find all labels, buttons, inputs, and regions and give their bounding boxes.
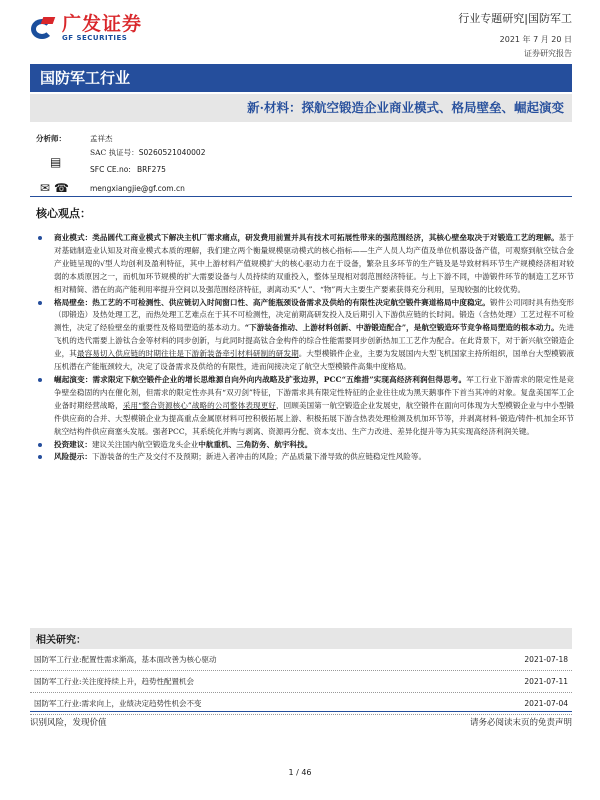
- brand-name-en: GF SECURITIES: [62, 34, 128, 42]
- related-item-date: 2021-07-18: [524, 655, 568, 664]
- related-item-title[interactable]: 国防军工行业:需求向上，业绩决定趋势性机会不变: [34, 699, 202, 708]
- bullet-body-3: 。大型模锻件企业，主要为发展国内大型飞机国家主持所组织，国单台大型模锻液压机潜在产能瓶颈较大，决定了设备需求及供给的有限性，进而间接决定了航空大型模锻件高集中度格局。: [54, 349, 575, 372]
- id-card-icon: ▤: [50, 155, 62, 169]
- brand-name-cn: 广发证券: [62, 13, 143, 35]
- report-date: 2021 年 7 月 20 日: [499, 35, 572, 44]
- related-research: [30, 628, 572, 715]
- analyst-label: 分析师：: [36, 134, 66, 143]
- sac-label: SAC 执证号：: [90, 148, 139, 157]
- report-header-meta: [458, 10, 572, 59]
- bullet-lead: 崛起演变：需求限定下航空锻件企业的增长思维源自向外向内战略及扩张边界，PCC“五维措”实现高经济利润但得思考。: [54, 374, 467, 384]
- related-item[interactable]: [30, 671, 572, 693]
- divider: [30, 196, 572, 197]
- related-item-date: 2021-07-04: [524, 699, 568, 708]
- bullet-emphasis: 中航重机、三角防务、航宇科技。: [198, 439, 313, 449]
- mail-icon: ✉: [40, 181, 51, 195]
- bullet-body: 下游装备的生产及交付不及预期；新进入者冲击的风险；产品质量下滑导致的供应链稳定性风险等。: [91, 452, 427, 462]
- bullet-business-model: [36, 232, 574, 297]
- bullet-underline: 最容易切入供应链的时期往往是下游新装备牵引材料研制的研发期: [76, 349, 299, 359]
- phone-icon: ☎: [54, 181, 69, 195]
- gf-logo-icon: [30, 16, 58, 40]
- bullet-risk-warning: [36, 451, 574, 464]
- related-item-date: 2021-07-11: [524, 677, 568, 686]
- sfc-label: SFC CE.no:: [90, 165, 131, 174]
- bullet-body: 基于对基础制造业认知及对商业模式本质的理解，我们建立两个衡量规模驱动模式的核心指标——生产人员人均产值及单位机器设备产值，可观察到航空钛合金产业链呈现的√型人均创利及盈利特征，其中上游材料产值规模扩大的核心驱动力在于设备，繁杂且多环节的生产链及是导致材料环节生产规模经济相对较弱的本质原因之一，而机加环节规模的扩大需要设备与人员持续的双重投入，整体呈现相对弱范围经济特征。与上下游不同，中游锻件环节的制造工艺环节相对精简、潜在的高产能利用率提升空间以及强范围经济特征，剥离动买“人”、“物”两大主要生产要素获得充分利用，呈现较强的比较优势。: [54, 233, 574, 294]
- bullet-investment-advice: [36, 439, 574, 452]
- brand-logo: [30, 14, 142, 42]
- page-number: 1 / 46: [288, 768, 312, 777]
- sfc-number: BRF275: [136, 165, 166, 174]
- bullet-lead: 投资建议：: [54, 439, 92, 449]
- bullet-rise-evolution: [36, 374, 574, 439]
- report-tag: 证券研究报告: [524, 49, 572, 58]
- report-type: 行业专题研究|国防军工: [458, 12, 572, 25]
- analyst-email[interactable]: mengxiangjie@gf.com.cn: [90, 184, 185, 193]
- bullet-body: 军工行业下游需求的限定性是竞争壁垒稳固的内在催化剂，但需求的限定性亦具有“双刃剑”特征，下游需求具有限定性特征的企业往往成为黑天鹅事件下首当其冲的对象。复盘美国军工企业备时期经营战略，: [54, 374, 575, 410]
- related-item[interactable]: [30, 649, 572, 671]
- bullet-lead: 风险提示：: [54, 452, 92, 462]
- bullet-body-2: 先进飞机的迭代需要上游钛合金等材料的同步创新，与此同时提高钛合金构件的综合性能需要同步创新热加工工艺作为配合。在此背景下，对于新兴航空锻造企业，其: [54, 323, 575, 359]
- bullet-underline: 采用“整合资源核心”战略的公司整体表现更好: [122, 400, 276, 410]
- bullet-lead: 格局壁垒：热工艺的不可检测性、供应链切入时间窗口性、高产能瓶颈设备需求及供给的有限性决定航空锻件赛道格局中度稳定。: [54, 297, 490, 307]
- bullet-body: 建议关注国内航空锻造龙头企业: [91, 439, 199, 449]
- footer-disclaimer-note: 请务必阅读末页的免责声明: [469, 718, 572, 728]
- report-title: 新·材料：探航空锻造企业商业模式、格局壁垒、崛起演变: [30, 94, 572, 122]
- bullet-emphasis: “下游装备推动、上游材料创新、中游锻造配合”，是航空锻造环节竞争格局塑造的根本动力。: [244, 323, 559, 333]
- footer-slogan: 识别风险，发现价值: [30, 718, 107, 728]
- footer-divider: [30, 711, 572, 712]
- bullet-lead: 商业模式：类品圆代工商业模式下解决主机厂需求痛点，研发费用前置并具有技术可拓展性带来的强范围经济，其核心壁垒取决于对锻造工艺的理解。: [54, 233, 559, 242]
- core-views-title: 核心观点：: [36, 207, 91, 220]
- analyst-name: 孟祥杰: [90, 134, 113, 143]
- related-item-title[interactable]: 国防军工行业:关注度持续上升，趋势性配置机会: [34, 677, 195, 686]
- bullet-body: 锻件公司同时具有热变形（即锻造）及热处理工艺，而热处理工艺难点在于其不可检测性，决定前期高研发投入及后期引入下游供应链的长时间。锻造（含热处理）工艺过程不可检测性，决定了经验壁垒的重要性及格局塑造的基本动力。: [54, 297, 574, 333]
- related-item-title[interactable]: 国防军工行业:配置性需求渐高，基本面改善为核心驱动: [34, 655, 217, 664]
- related-research-title: 相关研究：: [30, 628, 572, 649]
- industry-banner: 国防军工行业: [30, 64, 572, 92]
- sac-number: S0260521040002: [138, 148, 206, 157]
- core-views-list: [36, 232, 574, 464]
- bullet-body-2: ，回顾美国第一航空锻造企业发展史，航空锻件在面向可体现为大型模锻企业与中小型锻件供应商的合并、大型模锻企业为提高重点金属原材料可控积极拓展上游、积极拓展下游含热表处理检测及机加环节等，并剥离材料-锻造/铸件-机加全环节航空结构件供应商塞头发展。强者PCC，其系统化并购与剥离、资源再分配、资本支出、生产力改进、差异化提升等为其实现高经济利润关键。: [54, 400, 575, 436]
- bullet-competitive-landscape: [36, 297, 574, 374]
